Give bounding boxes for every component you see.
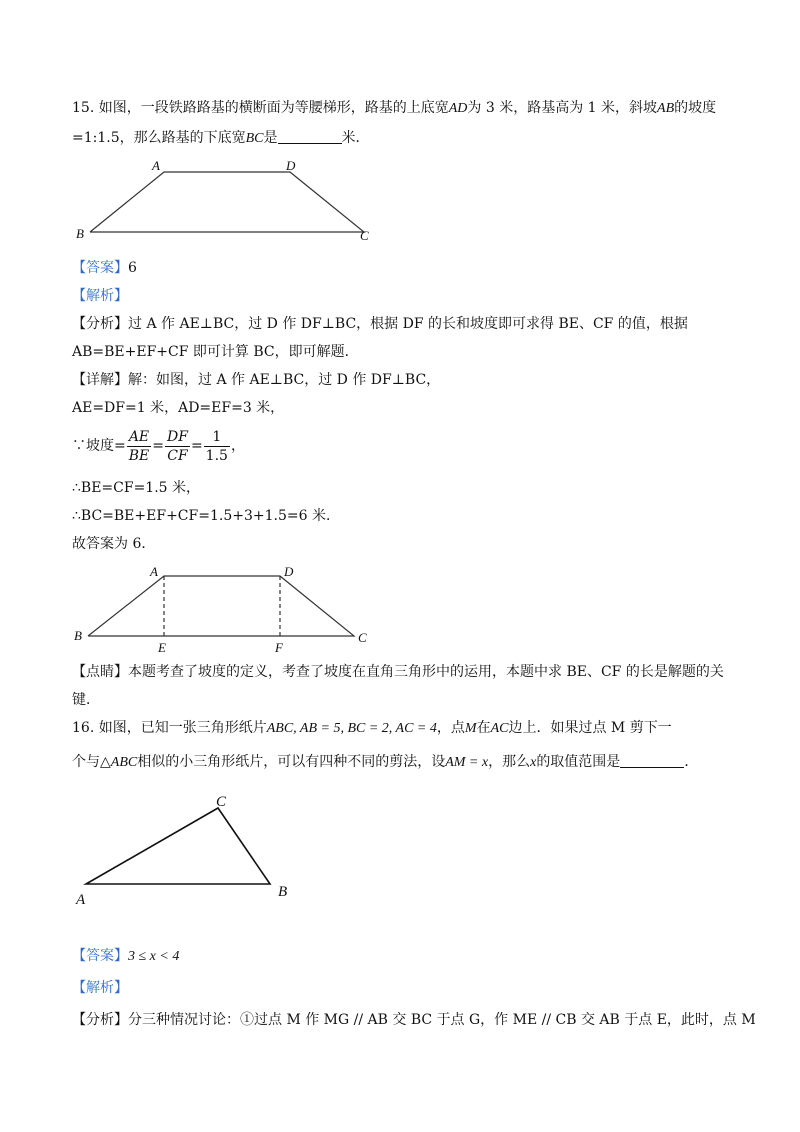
- fraction-ae-be: $\frac{AE}{BE}$: [128, 428, 150, 464]
- q15-step-4: [72, 506, 732, 526]
- fig1-label-a: A: [152, 158, 160, 173]
- q16-var-x: x: [530, 755, 537, 770]
- q15-dianjing-line-1: [72, 662, 732, 682]
- answer-value: 6: [128, 260, 137, 276]
- answer-blank[interactable]: [620, 753, 684, 768]
- q16-text: ，点: [436, 720, 465, 736]
- fenxi-text: 过 A 作 AE⊥BC，过 D 作 DF⊥BC，根据 DF 的长和坡度即可求得 BE、CF 的值，根据: [128, 316, 688, 332]
- step-text: ∴BE=CF=1.5 米，: [72, 480, 201, 496]
- q15-step-1: [72, 398, 732, 418]
- fenxi-text: 分三种情况讨论：①过点 M 作 MG // AB 交 BC 于点 G，作 ME // CB 交 AB 于点 E，此时，点 M: [128, 1012, 756, 1028]
- q15-text: 是: [263, 130, 278, 146]
- xiangjie-text: 解：如图，过 A 作 AE⊥BC，过 D 作 DF⊥BC，: [128, 372, 441, 388]
- q15-text: 的坡度: [674, 100, 717, 116]
- q15-answer: [72, 258, 732, 278]
- analysis-tag: 【解析】: [72, 980, 128, 996]
- answer-value: 3 ≤ x < 4: [128, 949, 180, 964]
- fig1-label-c: C: [360, 228, 369, 243]
- dianjing-text: 本题考查了坡度的定义，考查了坡度在直角三角形中的运用，本题中求 BE、CF 的长是解题的关: [128, 664, 724, 680]
- step-text: ∵坡度=: [72, 438, 126, 454]
- fig2-label-b: B: [74, 628, 82, 643]
- answer-blank[interactable]: [278, 129, 342, 144]
- q16-fenxi: [72, 1010, 756, 1030]
- q16-var-ac: AC: [490, 721, 509, 736]
- q16-line-2: [72, 752, 732, 773]
- fig3-label-c: C: [216, 794, 227, 810]
- q15-fenxi-line-1: [72, 314, 732, 334]
- q15-var-ab: AB: [657, 101, 675, 116]
- q16-answer: [72, 946, 732, 967]
- q15-line-2: [72, 128, 732, 149]
- q15-var-ad: AD: [448, 101, 468, 116]
- answer-tag: 【答案】: [72, 948, 128, 964]
- q15-conclusion: [72, 534, 732, 554]
- q15-line-1: [72, 98, 732, 119]
- q15-dianjing-line-2: [72, 690, 732, 710]
- q16-text: ，那么: [488, 754, 531, 770]
- fig2-label-c: C: [358, 630, 367, 645]
- fenxi-tag: 【分析】: [72, 1012, 128, 1028]
- q16-text: 的取值范围是: [536, 754, 621, 770]
- dianjing-tag: 【点睛】: [72, 664, 128, 680]
- q15-figure-trapezoid: [72, 158, 382, 244]
- answer-tag: 【答案】: [72, 260, 128, 276]
- q16-figure-triangle: [72, 790, 312, 910]
- fig2-label-f: F: [275, 640, 283, 655]
- q15-fenxi-line-2: [72, 342, 732, 362]
- q15-text: 米．: [341, 130, 370, 146]
- q15-var-bc: BC: [245, 131, 264, 146]
- q16-text: 在: [476, 720, 491, 736]
- q16-var-m: M: [464, 721, 477, 736]
- q16-math: AM = x: [445, 755, 489, 770]
- fraction-1-1p5: $\frac{1}{1.5}$: [205, 428, 228, 464]
- q15-text: 15. 如图，一段铁路路基的横断面为等腰梯形，路基的上底宽: [72, 100, 449, 116]
- q15-step-2: ∵坡度= $\frac{AE}{BE}$ = $\frac{DF}{CF}$ = $\frac{1}{1.5}$ ，: [72, 428, 245, 464]
- analysis-tag: 【解析】: [72, 288, 128, 304]
- q16-analysis-tag: [72, 978, 732, 998]
- q15-analysis-tag: [72, 286, 732, 306]
- fig3-label-b: B: [278, 884, 288, 900]
- q16-text: 边上．如果过点 M 剪下一: [508, 720, 672, 736]
- step-text: AE=DF=1 米，AD=EF=3 米，: [72, 400, 285, 416]
- q15-step-3: [72, 478, 732, 498]
- q15-xiangjie: [72, 370, 732, 390]
- q16-text: 相似的小三角形纸片，可以有四种不同的剪法，设: [137, 754, 446, 770]
- q15-text: =1:1.5，那么路基的下底宽: [72, 130, 246, 146]
- q16-triangle: △ABC: [100, 755, 138, 770]
- q15-text: 为 3 米，路基高为 1 米，斜坡: [467, 100, 658, 116]
- fenxi-text: AB=BE+EF+CF 即可计算 BC，即可解题．: [72, 344, 359, 360]
- fig2-label-e: E: [158, 640, 166, 655]
- fig1-label-d: D: [286, 158, 296, 173]
- fig2-label-a: A: [150, 564, 158, 579]
- q16-text: 个与: [72, 754, 100, 770]
- fig3-label-a: A: [76, 892, 86, 908]
- dianjing-text: 键．: [72, 692, 100, 708]
- step-text: ∴BC=BE+EF+CF=1.5+3+1.5=6 米．: [72, 508, 340, 524]
- fig2-label-d: D: [284, 564, 294, 579]
- conclusion-text: 故答案为 6．: [72, 536, 156, 552]
- q16-math: ABC, AB = 5, BC = 2, AC = 4: [266, 721, 437, 736]
- q16-line-1: [72, 718, 732, 739]
- q16-text: 16. 如图，已知一张三角形纸片: [72, 720, 267, 736]
- q15-figure-trapezoid-with-heights: [72, 562, 382, 658]
- q16-text: ．: [684, 754, 699, 770]
- fig1-label-b: B: [76, 226, 84, 241]
- xiangjie-tag: 【详解】: [72, 372, 128, 388]
- fraction-df-cf: $\frac{DF}{CF}$: [166, 428, 188, 464]
- fenxi-tag: 【分析】: [72, 316, 128, 332]
